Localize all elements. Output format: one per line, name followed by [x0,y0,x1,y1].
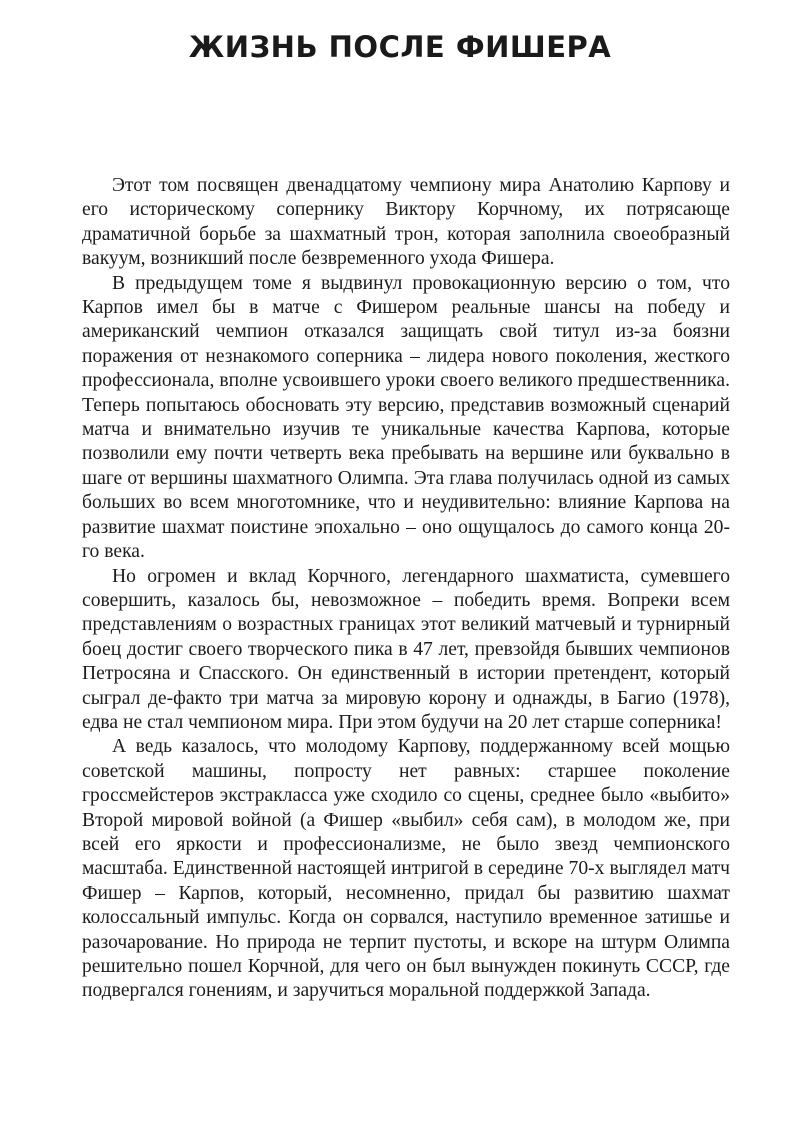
paragraph: Но огромен и вклад Корчного, легендарного шахматиста, сумевшего совершить, казалось бы, невозможное – победить время. Вопреки всем представлениям о возрастных границах этот великий матчевый и турнирный боец достиг своего творческого пика в 47 лет, превзойдя бывших чемпионов Петросяна и Спасского. Он единственный в истории претендент, который сыграл де-факто три матча за мировую корону и однажды, в Багио (1978), едва не стал чемпионом мира. При этом будучи на 20 лет старше соперника! [82,565,730,733]
paragraph: А ведь казалось, что молодому Карпову, поддержанному всей мощью советской машины, попросту нет равных: старшее поколение гроссмейстеров экстракласса уже сходило со сцены, среднее было «выбито» Второй мировой войной (а Фишер «выбил» себя сам), в молодом же, при всей его яркости и профессионализме, не было звезд чемпионского масштаба. Единственной настоящей интригой в середине 70-х выглядел матч Фишер – Карпов, который, несомненно, придал бы развитию шахмат колоссальный импульс. Когда он сорвался, наступило временное затишье и разочарование. Но природа не терпит пустоты, и вскоре на штурм Олимпа решительно пошел Корчной, для чего он был вынужден покинуть СССР, где подвергался гонениям, и заручиться моральной поддержкой Запада. [82,736,730,1002]
paragraph: В предыдущем томе я выдвинул провокационную версию о том, что Карпов имел бы в матче с Фишером реальные шансы на победу и американский чемпион отказался защищать свой титул из-за боязни поражения от незнакомого соперника – лидера нового поколения, жесткого профессионала, вполне усвоившего уроки своего великого предшественника. Теперь попытаюсь обосновать эту версию, представив возможный сценарий матча и внимательно изучив те уникальные качества Карпова, которые позволили ему почти четверть века пребывать на вершине или буквально в шаге от вершины шахматного Олимпа. Эта глава получилась одной из самых больших во всем многотомнике, что и неудивительно: влияние Карпова на развитие шахмат поистине эпохально – оно ощущалось до самого конца 20-го века. [82,272,730,563]
chapter-title: ЖИЗНЬ ПОСЛЕ ФИШЕРА [188,30,612,64]
paragraph: Этот том посвящен двенадцатому чемпиону мира Анатолию Карпову и его историческому сопернику Виктору Корчному, их потрясающе драматичной борьбе за шахматный трон, которая заполнила своеобразный вакуум, возникший после безвременного ухода Фишера. [82,175,730,270]
chapter-body [82,174,730,1004]
